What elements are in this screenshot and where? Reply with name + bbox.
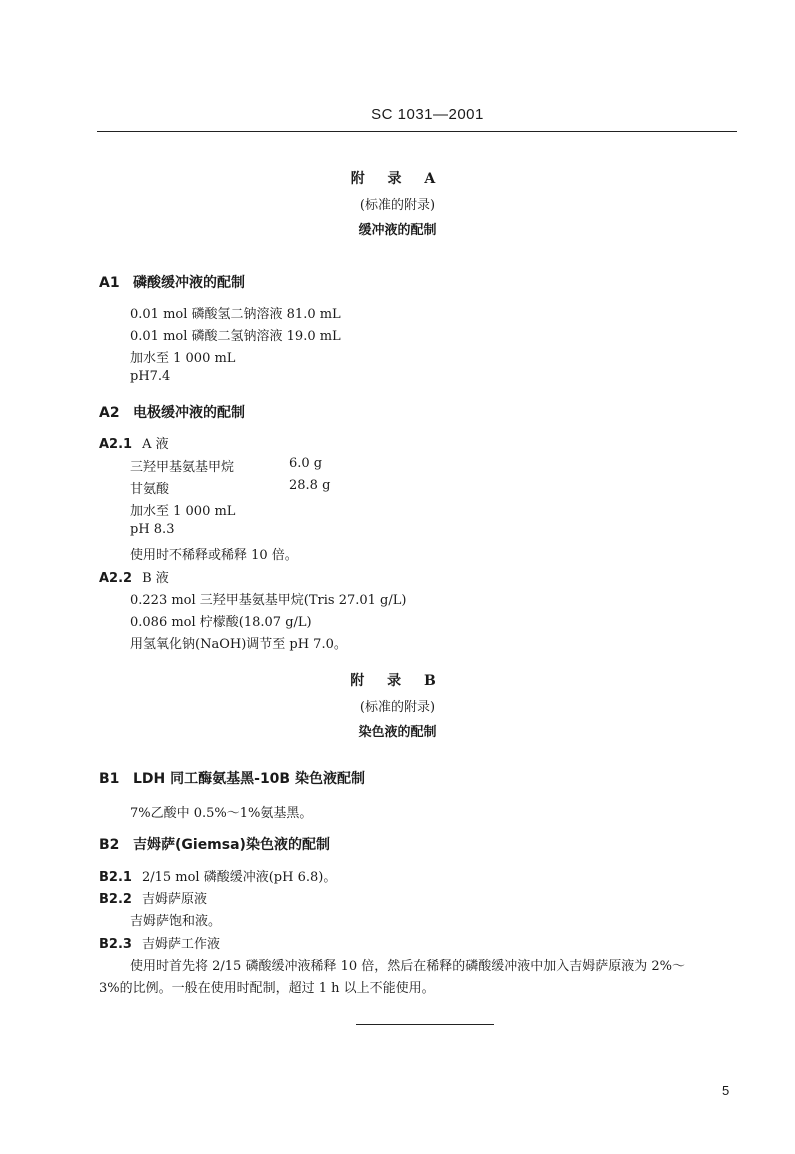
a1-line: pH7.4 [130, 369, 171, 384]
reagent-name: 甘氨酸 [130, 482, 170, 497]
annex-b-title: 附 录 B [350, 673, 445, 689]
page-number: 5 [722, 1083, 730, 1098]
subsection-number: B2.2 [99, 892, 132, 907]
subsection-a22 [99, 567, 169, 586]
reagent-amount: 6.0 g [289, 456, 323, 471]
section-number: B2 [99, 837, 120, 853]
reagent-amount: 28.8 g [289, 478, 331, 493]
annex-a-name: 缓冲液的配制 [358, 223, 437, 238]
section-b2-heading [99, 834, 330, 854]
b23-paragraph-line: 使用时首先将 2/15 磷酸缓冲液稀释 10 倍，然后在稀释的磷酸缓冲液中加入吉姆萨原液为 2%～ [130, 959, 686, 974]
subsection-number: A2.1 [99, 437, 133, 452]
reagent-name: 三羟甲基氨基甲烷 [130, 460, 235, 475]
annex-b-heading [0, 670, 795, 740]
a1-line: 0.01 mol 磷酸二氢钠溶液 19.0 mL [130, 329, 341, 344]
section-number: A1 [99, 275, 120, 291]
end-rule [356, 1024, 494, 1025]
subsection-number: B2.3 [99, 937, 132, 952]
annex-b-subtitle: (标准的附录) [359, 700, 436, 715]
a22-line: 0.086 mol 柠檬酸(18.07 g/L) [130, 615, 312, 630]
subsection-number: A2.2 [99, 571, 133, 586]
section-title: LDH 同工酶氨基黑-10B 染色液配制 [133, 771, 365, 787]
subsection-title: 吉姆萨原液 [141, 892, 207, 907]
subsection-title: 吉姆萨工作液 [141, 937, 220, 952]
subsection-b21 [99, 866, 336, 885]
a22-line: 用氢氧化钠(NaOH)调节至 pH 7.0。 [130, 637, 347, 652]
b22-line: 吉姆萨饱和液。 [130, 914, 222, 929]
subsection-number: B2.1 [99, 870, 132, 885]
annex-a-title: 附 录 A [350, 171, 445, 187]
subsection-b22 [99, 888, 207, 907]
annex-a-subtitle: (标准的附录) [359, 198, 436, 213]
section-a1-heading [99, 272, 245, 292]
section-b1-heading [99, 768, 365, 788]
subsection-b23 [99, 933, 220, 952]
subsection-title: B 液 [142, 571, 169, 586]
section-title: 电极缓冲液的配制 [133, 405, 245, 421]
section-title: 吉姆萨(Giemsa)染色液的配制 [133, 837, 330, 853]
a21-line: 使用时不稀释或稀释 10 倍。 [130, 548, 298, 563]
a21-line: 加水至 1 000 mL [130, 504, 236, 519]
standard-number: SC 1031—2001 [371, 106, 484, 123]
subsection-title: A 液 [142, 437, 169, 452]
subsection-a21 [99, 433, 169, 452]
a21-line: pH 8.3 [130, 522, 175, 537]
b23-paragraph-line: 3%的比例。一般在使用时配制，超过 1 h 以上不能使用。 [99, 981, 435, 996]
annex-a-heading [0, 168, 795, 238]
a1-line: 加水至 1 000 mL [130, 351, 236, 366]
section-a2-heading [99, 402, 245, 422]
header-rule [97, 131, 737, 132]
section-number: B1 [99, 771, 120, 787]
annex-b-name: 染色液的配制 [358, 725, 437, 740]
a1-line: 0.01 mol 磷酸氢二钠溶液 81.0 mL [130, 307, 341, 322]
subsection-text: 2/15 mol 磷酸缓冲液(pH 6.8)。 [141, 870, 337, 885]
section-number: A2 [99, 405, 120, 421]
b1-line: 7%乙酸中 0.5%～1%氨基黑。 [130, 806, 313, 821]
section-title: 磷酸缓冲液的配制 [133, 275, 245, 291]
a22-line: 0.223 mol 三羟甲基氨基甲烷(Tris 27.01 g/L) [130, 593, 407, 608]
